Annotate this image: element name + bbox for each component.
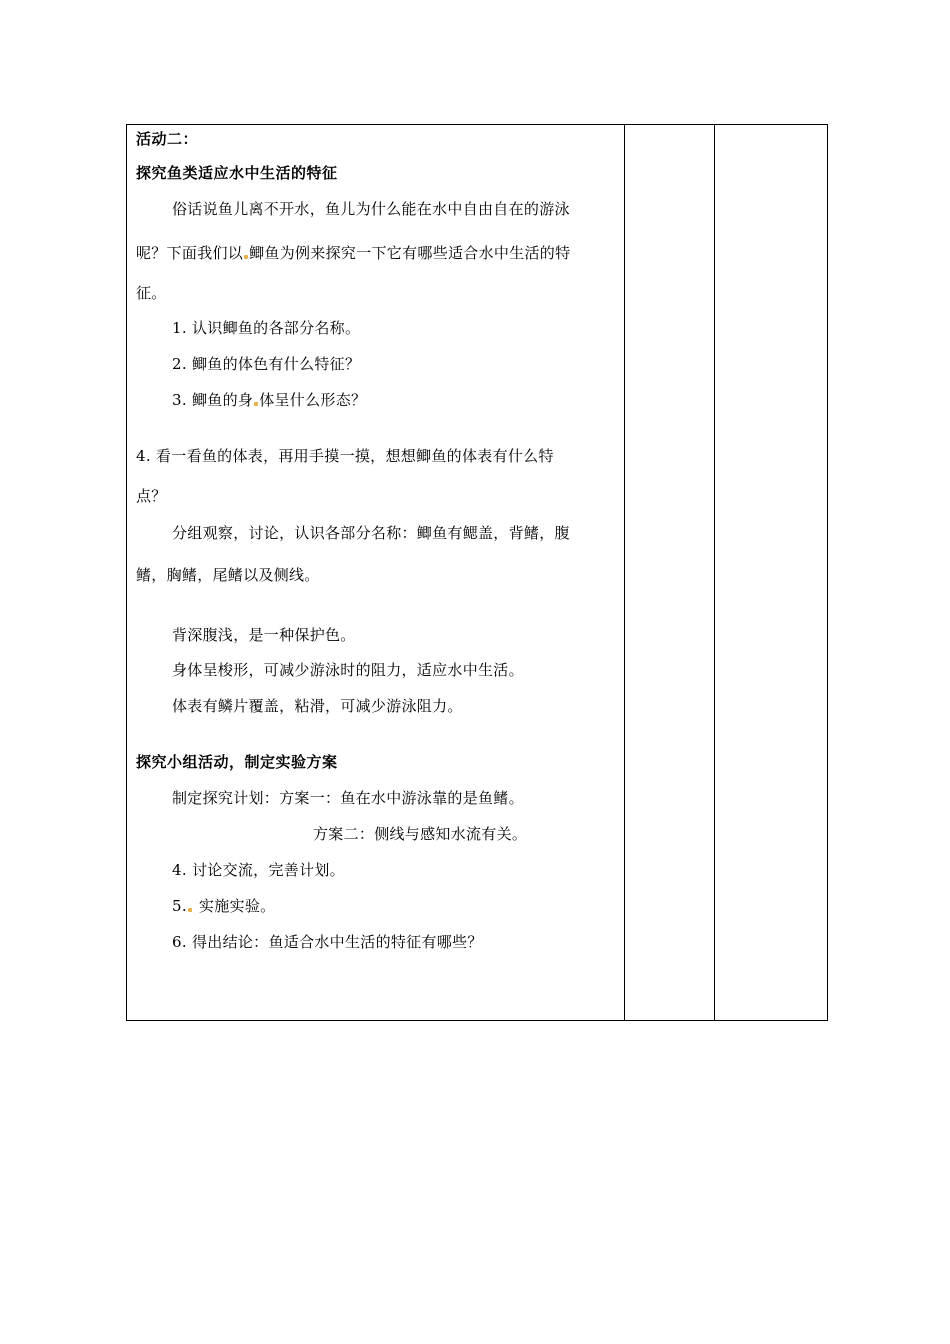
step-6: 6. 得出结论：鱼适合水中生活的特征有哪些？ [172, 933, 483, 951]
intro-line-1: 俗话说鱼儿离不开水，鱼儿为什么能在水中自由自在的游泳 [172, 200, 570, 218]
lesson-table [126, 124, 828, 1021]
question-1: 1. 认识鲫鱼的各部分名称。 [172, 319, 361, 337]
step-4: 4. 讨论交流，完善计划。 [172, 861, 345, 879]
activity-title: 活动二： [136, 130, 199, 148]
group-activity-title: 探究小组活动，制定实验方案 [136, 753, 338, 771]
question-4-line-2: 点？ [136, 487, 167, 505]
answer-1-line-1: 分组观察，讨论，认识各部分名称：鲫鱼有鳃盖，背鳍，腹 [172, 524, 570, 542]
highlight-mark [188, 908, 192, 912]
intro-line-3: 征。 [136, 284, 167, 302]
content-cell [127, 125, 624, 1020]
plan-line-2: 方案二：侧线与感知水流有关。 [313, 825, 528, 843]
highlight-mark [254, 402, 258, 406]
answer-2: 背深腹浅，是一种保护色。 [172, 626, 356, 644]
step-5: 5. 实施实验。 [172, 897, 276, 915]
answer-1-line-2: 鳍，胸鳍，尾鳍以及侧线。 [136, 566, 320, 584]
column-divider-1 [624, 125, 625, 1020]
highlight-mark [244, 255, 248, 259]
question-4-line-1: 4. 看一看鱼的体表，再用手摸一摸，想想鲫鱼的体表有什么特 [136, 447, 554, 465]
question-3: 3. 鲫鱼的身 体呈什么形态？ [172, 391, 367, 409]
intro-line-2: 呢？下面我们以 鲫鱼为例来探究一下它有哪些适合水中生活的特 [136, 244, 571, 262]
answer-4: 体表有鳞片覆盖，粘滑，可减少游泳阻力。 [172, 697, 463, 715]
answer-3: 身体呈梭形，可减少游泳时的阻力，适应水中生活。 [172, 661, 524, 679]
column-divider-2 [714, 125, 715, 1020]
question-2: 2. 鲫鱼的体色有什么特征？ [172, 355, 361, 373]
plan-line-1: 制定探究计划：方案一：鱼在水中游泳靠的是鱼鳍。 [172, 789, 524, 807]
section-title: 探究鱼类适应水中生活的特征 [136, 164, 338, 182]
